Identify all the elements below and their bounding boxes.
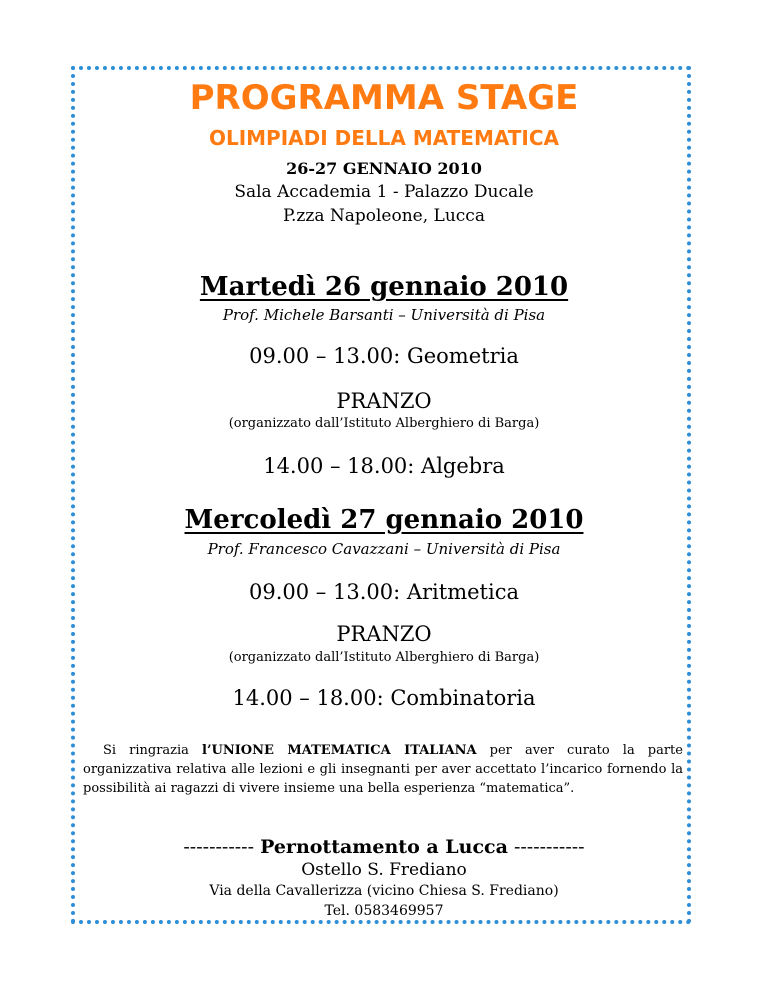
thanks-prefix: Si ringrazia [103, 743, 203, 758]
accommodation-name: Ostello S. Frediano [301, 860, 467, 880]
accommodation-heading-label: Pernottamento a Lucca [260, 836, 508, 858]
day-1-professor: Prof. Michele Barsanti – Università di Pisa [222, 306, 546, 324]
accommodation-heading [0, 836, 768, 858]
accommodation-address: Via della Cavallerizza (vicino Chiesa S. Frediano) [209, 883, 559, 899]
day-1-afternoon-session: 14.00 – 18.00: Algebra [263, 454, 505, 478]
day-2-heading: Mercoledì 27 gennaio 2010 [184, 505, 584, 535]
thanks-suffix: per aver curato la parte organizzativa relativa alle lezioni e gli insegnanti per aver accettato l’incarico fornendo la possibilità ai ragazzi di vivere insieme una bella esperienza “matematica”. [83, 743, 683, 796]
page-subtitle: OLIMPIADI DELLA MATEMATICA [208, 126, 560, 150]
thanks-paragraph [83, 741, 683, 798]
day-2-lunch-note: (organizzato dall’Istituto Alberghiero di Barga) [228, 650, 540, 665]
thanks-organization: l’UNIONE MATEMATICA ITALIANA [202, 743, 477, 758]
venue-line-2: P.zza Napoleone, Lucca [283, 206, 485, 226]
venue-line-1: Sala Accademia 1 - Palazzo Ducale [234, 182, 534, 202]
day-1-lunch: PRANZO [336, 389, 432, 413]
day-2-morning-session: 09.00 – 13.00: Aritmetica [249, 580, 519, 604]
day-1-morning-session: 09.00 – 13.00: Geometria [249, 344, 519, 368]
accommodation-phone: Tel. 0583469957 [324, 903, 444, 919]
day-2-afternoon-session: 14.00 – 18.00: Combinatoria [232, 686, 536, 710]
day-2-professor: Prof. Francesco Cavazzani – Università di Pisa [207, 540, 561, 558]
page-title: PROGRAMMA STAGE [189, 78, 579, 118]
event-dates: 26-27 GENNAIO 2010 [286, 159, 482, 178]
day-2-lunch: PRANZO [336, 622, 432, 646]
accommodation-dashes-left: ----------- [183, 836, 261, 858]
accommodation-dashes-right: ----------- [507, 836, 585, 858]
day-1-heading: Martedì 26 gennaio 2010 [199, 272, 569, 302]
day-1-lunch-note: (organizzato dall’Istituto Alberghiero di Barga) [228, 416, 540, 431]
